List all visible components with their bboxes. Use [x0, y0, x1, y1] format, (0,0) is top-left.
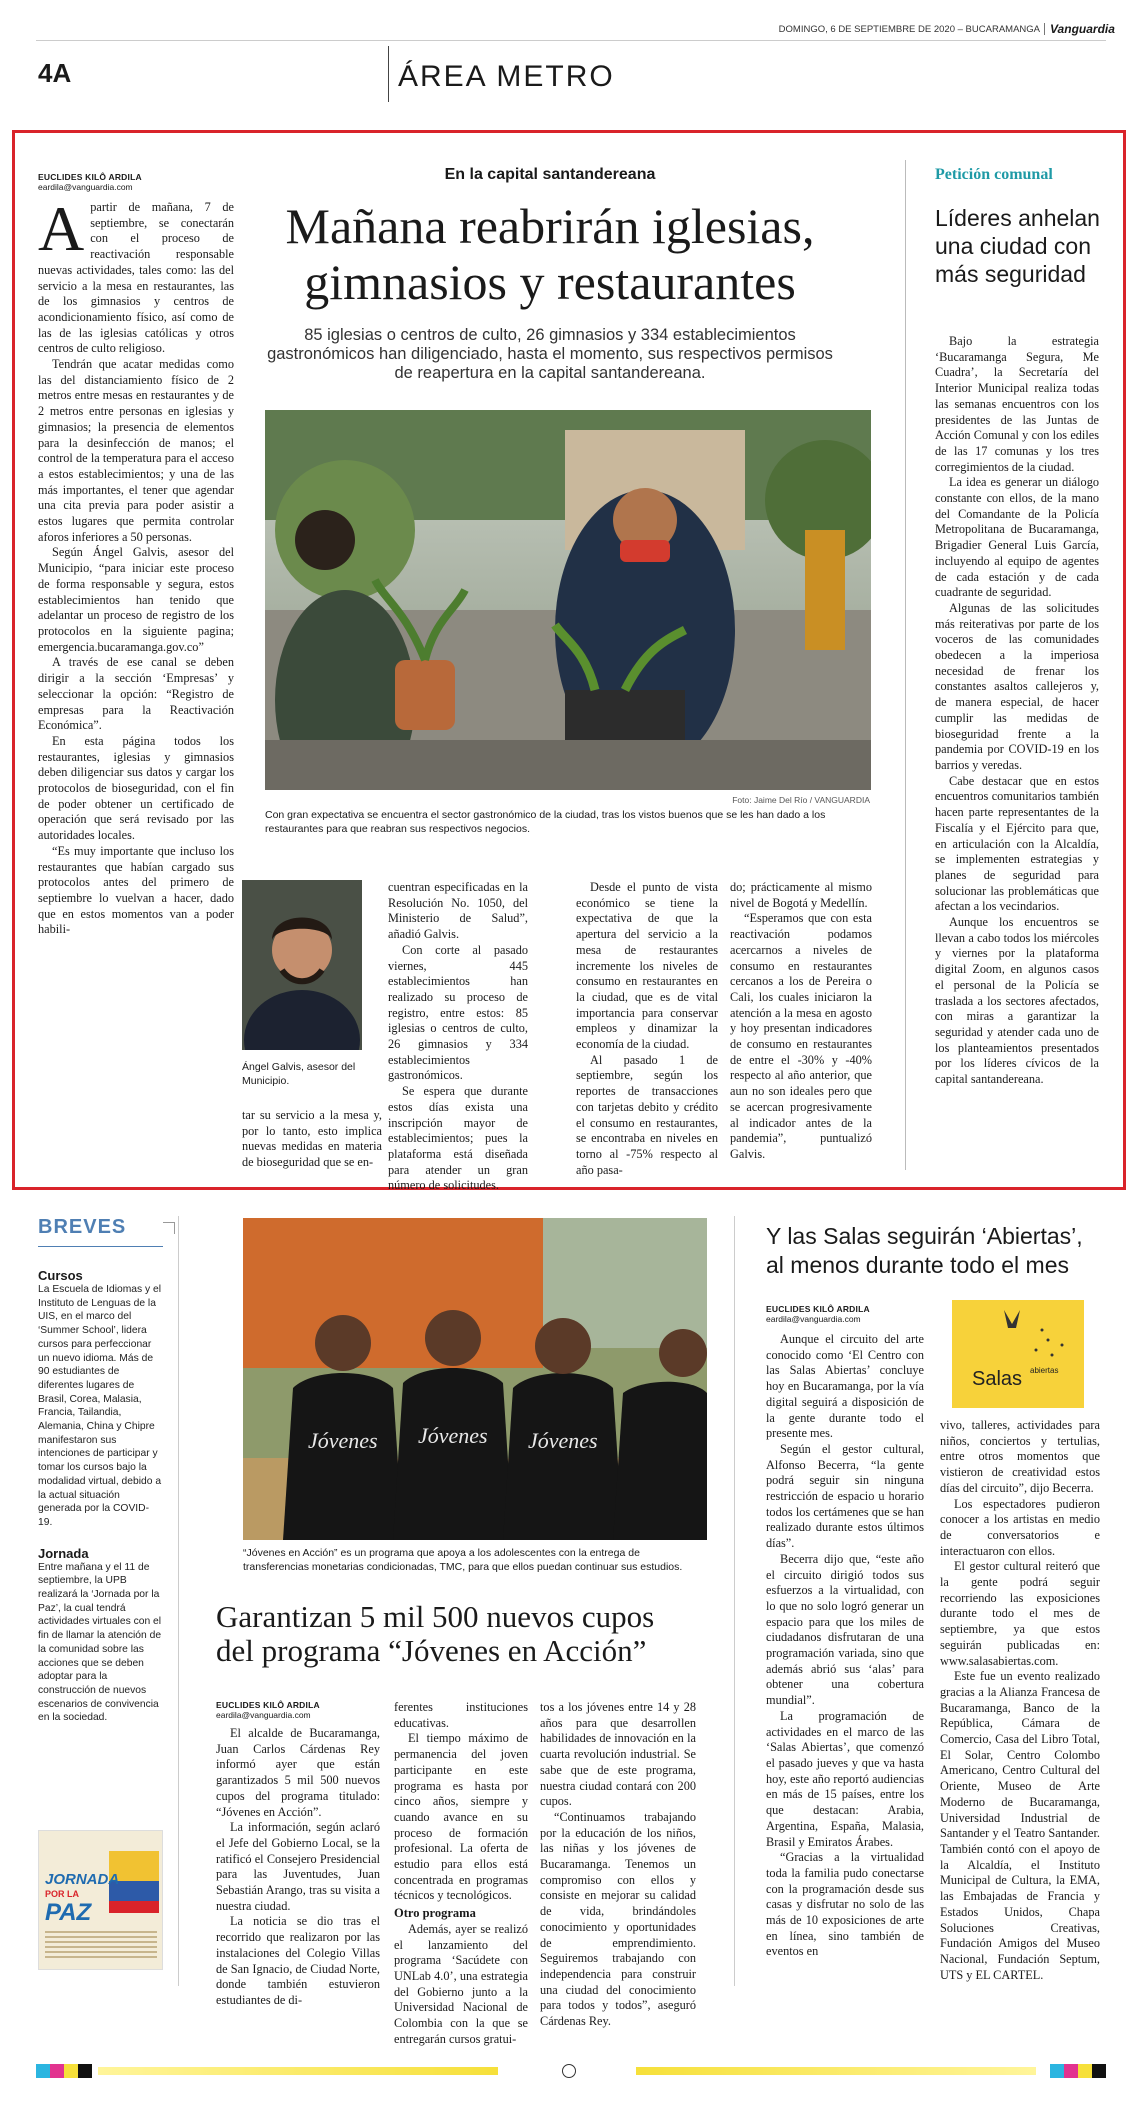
salas-headline-line-2: al menos durante todo el mes — [766, 1252, 1070, 1278]
restaurant-photo-illustration — [265, 410, 871, 790]
paragraph: Con corte al pasado viernes, 445 establecimientos han realizado su proceso de registro, entre estos: 85 iglesias o centros de culto, 26 gimnasios y 334 establecimientos gastronómicos. — [388, 942, 528, 1083]
brief-title: Jornada — [38, 1545, 89, 1561]
color-swatch — [64, 2064, 78, 2078]
breves-rule — [38, 1246, 163, 1247]
jovenes-headline-line-1: Garantizan 5 mil 500 nuevos cupos — [216, 1599, 655, 1634]
color-swatch — [78, 2064, 92, 2078]
jovenes-headline — [216, 1600, 736, 1668]
color-swatch — [1078, 2064, 1092, 2078]
salas-headline — [766, 1222, 1106, 1280]
paragraph: cuentran especificadas en la Resolución No. 1050, del Ministerio de Salud”, añadió Galvis. — [388, 880, 528, 942]
paragraph: Se espera que durante estos días exista una inscripción mayor de establecimientos; pues la plataforma está diseñada para atender un gran número de solicitudes. — [388, 1084, 528, 1193]
brand-name: Vanguardia — [1050, 22, 1115, 36]
section-title: ÁREA METRO — [398, 60, 615, 93]
paragraph: Tendrán que acatar medidas como las del distanciamiento físico de 2 metros entre mesas en restaurantes y de 2 metros entre personas en iglesias y gimnasios; la presencia de elementos para la desinfección de manos; el control de la temperatura para el acceso a estos establecimientos; y una de las más importantes, el tener que agendar una cita previa para poder asistir a estos lugares que permita controlar aforos inferiores a 50 personas. — [38, 357, 234, 544]
color-swatch — [50, 2064, 64, 2078]
color-swatch — [1064, 2064, 1078, 2078]
byline-email: eardila@vanguardia.com — [38, 182, 133, 192]
main-column-3 — [388, 880, 528, 1194]
paragraph: tar su servicio a la mesa y, por lo tanto, esto implica nuevas medidas en materia de bioseguridad que se en- — [242, 1108, 382, 1170]
salas-logo-text: Salas — [972, 1368, 1023, 1390]
jornada-poster — [38, 1830, 163, 1970]
side-headline: Líderes anhelan una ciudad con más seguridad — [935, 205, 1100, 287]
page-number: 4A — [38, 58, 72, 88]
paragraph: Según el gestor cultural, Alfonso Becerra, “la gente podrá seguir sin ninguna restricción de espacio u horario todos los certámenes que se han realizado durante estos últimos días”. — [766, 1441, 924, 1551]
paragraph: La programación de actividades en el marco de las ‘Salas Abiertas’, que comenzó el pasado jueves y que va hasta hoy, este año reportó audiencias en más de 15 países, entre los que destacan: Arabia, Argentina, España, Malasia, Brasil y Emiratos Árabes. — [766, 1708, 924, 1849]
photo-credit: Foto: Jaime Del Río / VANGUARDIA — [732, 795, 870, 805]
main-deck: 85 iglesias o centros de culto, 26 gimnasios y 334 establecimientos gastronómicos han diligenciado, hasta el momento, sus respectivos permisos de reapertura en la capital santandereana. — [267, 326, 833, 382]
paragraph: vivo, talleres, actividades para niños, conciertos y tertulias, entre otros momentos que vistieron de creatividad estos días del circuito”, dijo Becerra. — [940, 1418, 1100, 1495]
main-headline-line-2: gimnasios y restaurantes — [304, 254, 796, 310]
paragraph: Aunque el circuito del arte conocido como ‘El Centro con las Salas Abiertas’ concluye hoy en Bucaramanga, por la vía digital seguirá a disposición de la gente durante todo el presente mes. — [766, 1332, 924, 1441]
paragraph: “Gracias a la virtualidad toda la familia pudo conectarse con la programación desde sus casas y disfrutar no solo de las más de 10 exposiciones de arte en línea, sino también de eventos en — [766, 1850, 924, 1959]
poster-flag-stripe — [109, 1901, 159, 1913]
paragraph: Desde el punto de vista económico se tiene la expectativa de que la apertura del servicio a la mesa de restaurantes incremente los niveles de consumo en restaurantes en la ciudad, que es de vital importancia para conservar empleos y dinamizar la economía de la ciudad. — [576, 880, 718, 1052]
byline-email: eardila@vanguardia.com — [766, 1314, 861, 1324]
brief-text: Entre mañana y el 11 de septiembre, la UPB realizará la ‘Jornada por la Paz’, la cual tendrá actividades virtuales con el fin de llamar la atención de la comunidad sobre las acciones que se deben adoptar para la construcción de nuevos escenarios de convivencia en la sociedad. — [38, 1561, 162, 1724]
paragraph: El gestor cultural reiteró que la gente podrá seguir recorriendo las exposiciones durante todo el mes de septiembre, ya que estos seguirán publicadas en: www.salasabiertas.com. — [940, 1559, 1100, 1668]
main-column-1 — [38, 193, 234, 938]
main-column-4 — [576, 880, 718, 1178]
jovenes-column-1 — [216, 1726, 380, 2009]
main-byline — [38, 172, 142, 192]
main-column-5 — [730, 880, 872, 1163]
subheading: Otro programa — [394, 1906, 476, 1921]
salas-column-2 — [940, 1418, 1100, 1983]
salas-logo-sub: abiertas — [1030, 1366, 1059, 1375]
registration-bar — [36, 2064, 1106, 2078]
paragraph: Bajo la estrategia ‘Bucaramanga Segura, Me Cuadra’, la Secretaría del Interior Municipal realiza todas las semanas encuentros con los presidentes de las Juntas de Acción Comunal y con los ediles de las 17 comunas y los tres corregimientos de la ciudad. — [935, 334, 1099, 474]
color-swatch — [1050, 2064, 1064, 2078]
jovenes-byline — [216, 1700, 320, 1720]
main-column-2 — [242, 1108, 382, 1171]
restaurant-photo — [265, 410, 871, 790]
main-headline — [240, 198, 860, 310]
jovenes-column-3 — [540, 1700, 696, 2030]
header-divider — [388, 46, 389, 102]
dateline: DOMINGO, 6 DE SEPTIEMBRE DE 2020 – BUCARAMANGA — [778, 24, 1040, 35]
jovenes-caption: “Jóvenes en Acción” es un programa que apoya a los adolescentes con la entrega de transferencias monetarias condicionadas, TMC, para que ellos puedan continuar sus estudios. — [243, 1547, 683, 1573]
portrait-illustration — [242, 880, 362, 1050]
byline-email: eardila@vanguardia.com — [216, 1710, 311, 1720]
svg-text:Jóvenes: Jóvenes — [528, 1428, 598, 1453]
registration-mark — [562, 2064, 576, 2078]
paragraph: Según Ángel Galvis, asesor del Municipio, “para iniciar este proceso de forma responsable y segura, estos establecimientos han tenido que adelantar un proceso de registro de los protocolos en la siguiente pagina; emergencia.bucaramanga.gov.co” — [38, 545, 234, 654]
paragraph: Aunque los encuentros se llevan a cabo todos los miércoles y viernes por la plataforma digital Zoom, en algunos casos el personal de la Policía se traslada a los sectores afectados, con miras a garantizar la seguridad y atender cada uno de los planteamientos presentados por los líderes cívicos de la capital santandereana. — [935, 915, 1099, 1087]
byline-name: EUCLIDES KILÔ ARDILA — [216, 1700, 320, 1710]
paragraph: “Es muy importante que incluso los restaurantes que habían cargado sus protocolos antes del primero de septiembre lo vuelvan a hacer, dado que en estos momentos van a poder habili- — [38, 843, 234, 937]
jovenes-headline-line-2: del programa “Jóvenes en Acción” — [216, 1633, 647, 1668]
paragraph: La noticia se dio tras el recorrido que realizaron por las instalaciones del Colegio Villas de San Ignacio, de Ciudad Norte, donde también estuvieron estudiantes de di- — [216, 1914, 380, 2007]
jovenes-column-2 — [394, 1700, 528, 2047]
paragraph: Cabe destacar que en estos encuentros comunitarios también hacen parte representantes de la Fiscalía y el Ejército para que, en articulación con la Alcaldía, se implementen estrategias y planes de seguridad para solucionar las problemáticas que afectan a los vecindarios. — [935, 773, 1099, 914]
side-divider — [905, 160, 906, 1170]
paragraph: Además, ayer se realizó el lanzamiento del programa ‘Sacúdete con UNLab 4.0’, una estrategia del Gobierno junto a la Universidad Nacional de Colombia con la que se entregarán cursos gratui- — [394, 1921, 528, 2046]
paragraph: En esta página todos los restaurantes, iglesias y gimnasios deben diligenciar sus datos y cargar los protocolos de bioseguridad, con el fin de poder obtener un certificado de operación que será revisado por las autoridades locales. — [38, 733, 234, 843]
poster-fineprint — [45, 1931, 157, 1961]
main-headline-line-1: Mañana reabrirán iglesias, — [285, 198, 815, 254]
salas-byline — [766, 1304, 870, 1324]
paragraph: Algunas de las solicitudes más reiterativas por parte de los voceros de las comunidades obedecen a la imperiosa necesidad de frenar los constantes asaltos callejeros y, de manera especial, de hacer cumplir las medidas de bioseguridad frente a la pandemia por COVID-19 en los barrios y veredas. — [935, 600, 1099, 772]
poster-text: PAZ — [45, 1899, 92, 1926]
salas-logo — [952, 1300, 1084, 1408]
paragraph: tos a los jóvenes entre 14 y 28 años para que desarrollen habilidades de innovación en la cuarta revolución industrial. Se sabe que de este programa, nuestra ciudad contará con 200 cupos. — [540, 1700, 696, 1809]
salas-logo-mark — [952, 1300, 1084, 1408]
paragraph: El tiempo máximo de permanencia del joven participante en este programa es hasta por cinco años, siempre y cuando avance en su proceso de formación profesional. La oferta de estudio para ellos está concentrada en programas técnicos y tecnológicos. — [394, 1731, 528, 1903]
color-gradient — [636, 2067, 1036, 2075]
brief-title: Cursos — [38, 1268, 83, 1283]
paragraph: Este fue un evento realizado gracias a la Alianza Francesa de Bucaramanga, Banco de la República, Cámara de Comercio, Casa del Libro Total, El Solar, Centro Colombo Americano, Centro Cultural del Oriente, Museo de Arte Moderno de Bucaramanga, Universidad Industrial de Santander y el Teatro Santander. También contó con el apoyo de la Alcaldía, el Instituto Municipal de Cultura, la EMA, las Embajadas de Francia y Estados Unidos, Chapa Soluciones Creativas, Fundación Amigos del Museo Nacional, Fundación Septum, UTS y EL CARTEL. — [940, 1669, 1100, 1982]
byline-name: EUCLIDES KILÔ ARDILA — [38, 172, 142, 182]
photo-caption: Con gran expectativa se encuentra el sector gastronómico de la ciudad, tras los vistos buenos que se les han dado a los restaurantes para que reabran sus respectivos negocios. — [265, 809, 826, 835]
poster-text: JORNADA — [45, 1871, 120, 1888]
svg-text:Jóvenes: Jóvenes — [308, 1428, 378, 1453]
breves-divider — [178, 1216, 179, 1986]
brief-text: La Escuela de Idiomas y el Instituto de Lenguas de la UIS, en el marco del ‘Summer School’, lidera cursos para perfeccionar un nuevo idioma. Más de 90 estudiantes de diferentes lugares de Brasil, Corea, Malasia, Francia, Tailandia, Alemania, China y Chipre manifestaron sus intenciones de participar y tomar los cursos bajo la modalidad virtual, debido a la actual situación generada por la COVID-19. — [38, 1284, 162, 1528]
paragraph: “Continuamos trabajando por la educación de los niños, las niñas y los jóvenes de Bucaramanga. Tenemos un compromiso con ellos y consiste en mejorar su calidad de vida, brindándoles conocimiento y oportunidades de emprendimiento. Seguiremos trabajando con independencia para construir una ciudad del conocimiento para todos y todos”, aseguró Cárdenas Rey. — [540, 1809, 696, 2029]
color-swatch — [36, 2064, 50, 2078]
paragraph: Becerra dijo que, “este año el circuito dirigió todos sus esfuerzos a la virtualidad, con lo que no solo logró generar un espacio para que los miles de ciudadanos disfrutaran de una programación variada, sino que además abrió sus ‘alas’ para obtener una cobertura mundial”. — [766, 1551, 924, 1708]
salas-column-1 — [766, 1332, 924, 1960]
paragraph: “Esperamos que con esta reactivación podamos acercarnos a niveles de consumo en restaurantes cercanos a los de Pereira o Cali, los cuales iniciaron la atención a la mesa en agosto y hoy presentan indicadores de consumo en restaurantes de entre el -30% y -40% respecto al año anterior, que aun no son ideales pero que se acercan progresivamente al indicador antes de la pandemia”, puntualizó Galvis. — [730, 911, 872, 1161]
paragraph: El alcalde de Bucaramanga, Juan Carlos Cárdenas Rey informó ayer que están garantizados 5 mil 500 nuevos cupos del programa titulado: “Jóvenes en Acción”. — [216, 1726, 380, 1819]
breves-title: BREVES — [38, 1216, 127, 1238]
paragraph: Los espectadores pudieron conocer a los artistas en medio de conversatorios e interactuaron con ellos. — [940, 1496, 1100, 1558]
paragraph: La idea es generar un diálogo constante con ellos, de la mano del Comandante de la Policía Metropolitana de Bucaramanga, Brigadier General Luis García, incluyendo al equipo de agentes de cada estación y de cada cuadrante de seguridad. — [935, 475, 1099, 600]
portrait-photo — [242, 880, 362, 1050]
paragraph: La información, según aclaró el Jefe del Gobierno Local, se la ratificó el Consejero Presidencial para las Juventudes, Juan Sebastián Arango, tras su visita a nuestra ciudad. — [216, 1820, 380, 1913]
svg-text:Jóvenes: Jóvenes — [418, 1423, 488, 1448]
paragraph: A través de ese canal se deben dirigir a la sección ‘Empresas’ y seleccionar la opción: “Registro de empresas para la Reactivación Económica”. — [38, 655, 234, 733]
poster-text: POR LA — [45, 1889, 80, 1899]
paragraph: ferentes instituciones educativas. — [394, 1700, 528, 1730]
paragraph: Al pasado 1 de septiembre, según los reportes de transacciones con tarjetas debito y crédito el consumo en restaurantes, se encontraba en niveles en torno al -75% respecto al año pasa- — [576, 1052, 718, 1177]
dateline-separator — [1044, 23, 1045, 35]
dropcap: A — [38, 193, 85, 264]
side-body — [935, 334, 1099, 1088]
color-swatch — [1092, 2064, 1106, 2078]
jovenes-photo — [243, 1218, 707, 1540]
byline-name: EUCLIDES KILÔ ARDILA — [766, 1304, 870, 1314]
breves-list — [38, 1268, 163, 1725]
side-kicker: Petición comunal — [935, 166, 1053, 183]
salas-divider — [734, 1216, 735, 1986]
breves-corner — [163, 1222, 175, 1234]
paragraph: partir de mañana, 7 de septiembre, se conectarán con el proceso de reactivación responsable nuevas actividades, tales como: las del servicio a la mesa en restaurantes, las de los gimnasios y centros de acondicionamiento físico, así como de las de las iglesias católicas y otros centros de culto religioso. — [38, 200, 234, 356]
main-kicker: En la capital santandereana — [444, 166, 656, 183]
salas-headline-line-1: Y las Salas seguirán ‘Abiertas’, — [766, 1223, 1083, 1249]
portrait-caption: Ángel Galvis, asesor del Municipio. — [242, 1061, 356, 1087]
paragraph: do; prácticamente al mismo nivel de Bogotá y Medellín. — [730, 880, 872, 910]
jovenes-photo-illustration — [243, 1218, 707, 1540]
color-gradient — [98, 2067, 498, 2075]
header-top-rule — [36, 40, 1106, 41]
